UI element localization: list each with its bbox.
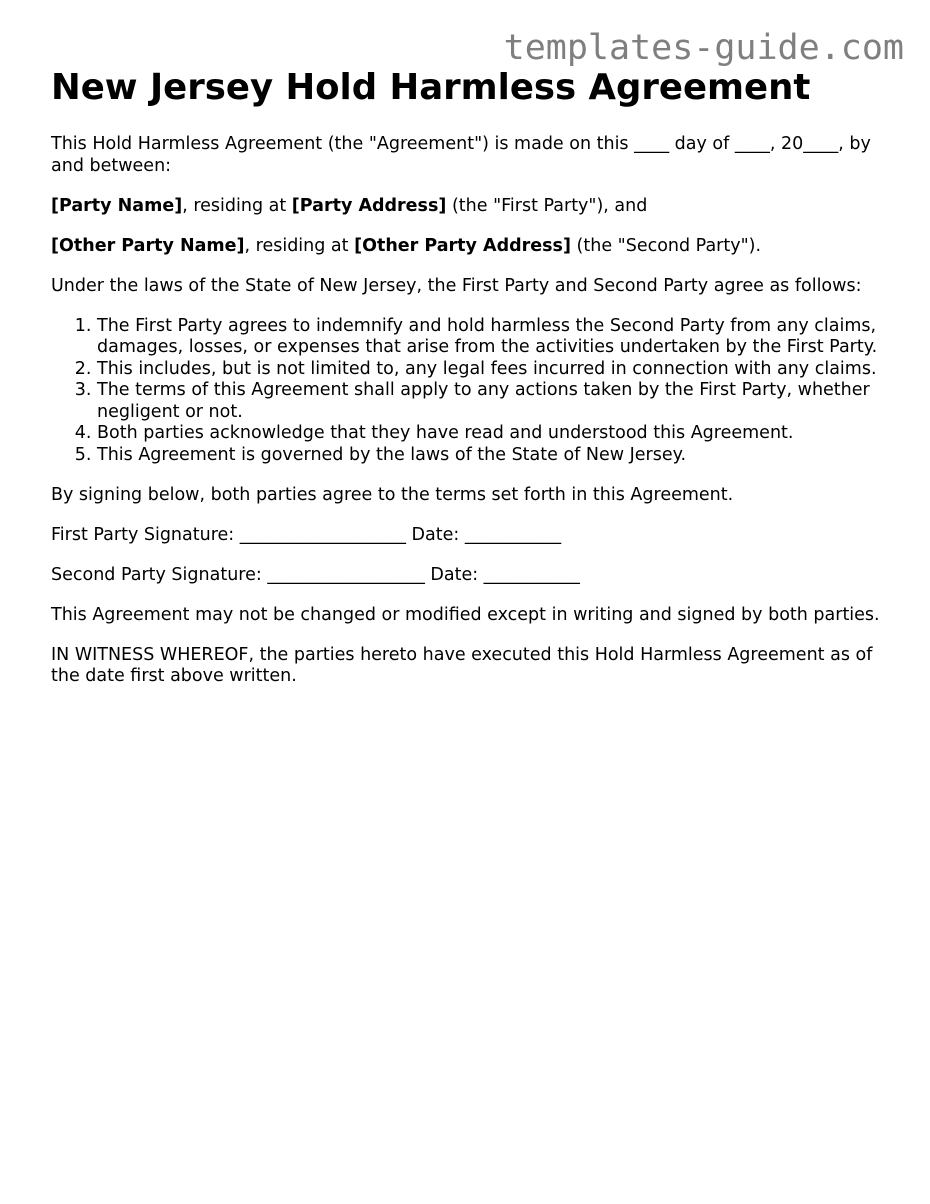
list-item: 3. The terms of this Agreement shall apply to any actions taken by the First Party, whether negligent or not. — [97, 380, 891, 423]
second-party-signature-line: Second Party Signature: __________________ Date: ___________ — [51, 564, 580, 585]
list-item: 4. Both parties acknowledge that they have read and understood this Agreement. — [97, 423, 891, 445]
agreement-document — [51, 66, 891, 688]
intro-paragraph: This Hold Harmless Agreement (the "Agreement") is made on this ____ day of ____, 20____, by and between: — [51, 134, 871, 176]
signing-statement: By signing below, both parties agree to the terms set forth in this Agreement. — [51, 484, 734, 505]
witness-clause: IN WITNESS WHEREOF, the parties hereto have executed this Hold Harmless Agreement as of the date first above written. — [51, 644, 873, 686]
document-title: New Jersey Hold Harmless Agreement — [51, 67, 811, 108]
first-party-line — [51, 196, 891, 218]
first-party-signature-line: First Party Signature: ___________________ Date: ___________ — [51, 524, 562, 545]
terms-list — [51, 316, 891, 467]
list-item: 5. This Agreement is governed by the laws of the State of New Jersey. — [97, 445, 891, 467]
second-party-suffix-text: (the "Second Party"). — [570, 235, 762, 256]
second-party-address-placeholder: [Other Party Address] — [354, 235, 571, 256]
second-party-name-placeholder: [Other Party Name] — [51, 235, 245, 256]
second-party-line — [51, 236, 891, 258]
first-party-suffix-text: (the "First Party"), and — [446, 195, 648, 216]
watermark-text: templates-guide.com — [503, 28, 904, 68]
modification-clause: This Agreement may not be changed or modified except in writing and signed by both parties. — [51, 604, 880, 625]
agreement-terms-intro: Under the laws of the State of New Jersey, the First Party and Second Party agree as follows: — [51, 275, 862, 296]
first-party-name-placeholder: [Party Name] — [51, 195, 183, 216]
first-party-address-placeholder: [Party Address] — [291, 195, 447, 216]
list-item: 2. This includes, but is not limited to, any legal fees incurred in connection with any claims. — [97, 359, 891, 381]
second-party-residing-text: , residing at — [244, 235, 355, 256]
first-party-residing-text: , residing at — [182, 195, 292, 216]
list-item: 1. The First Party agrees to indemnify and hold harmless the Second Party from any claims, damages, losses, or expenses that arise from the activities undertaken by the First Party. — [97, 316, 891, 359]
